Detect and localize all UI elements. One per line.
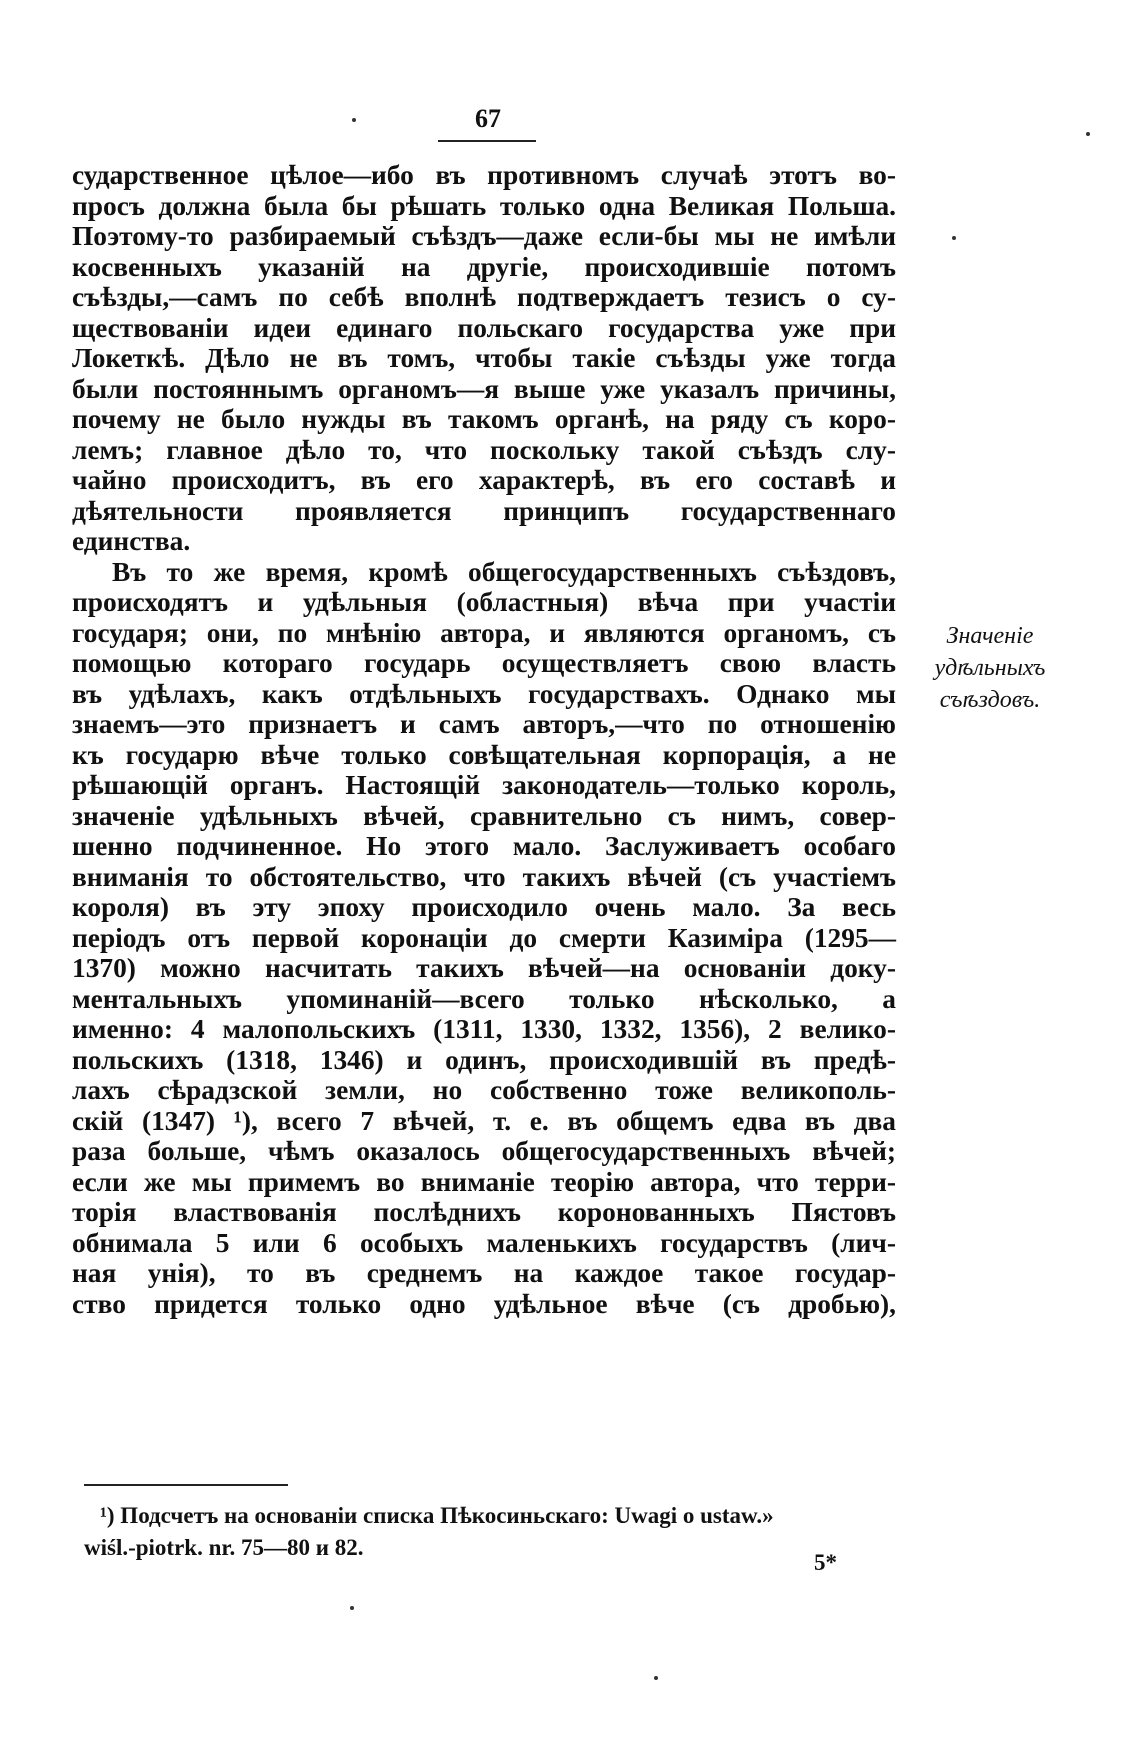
body-line: въ удѣлахъ, какъ отдѣльныхъ государствахъ. Однако мы xyxy=(72,678,896,709)
body-line: польскихъ (1318, 1346) и одинъ, происходившій въ предѣ- xyxy=(72,1044,896,1075)
marginal-note-line: Значеніе xyxy=(946,623,1034,649)
body-line: раза больше, чѣмъ оказалось общегосударственныхъ вѣчей; xyxy=(72,1136,896,1166)
body-line: ная унія), то въ среднемъ на каждое такое государ- xyxy=(72,1258,896,1288)
body-line: знаемъ—это признаетъ и самъ авторъ,—что по отношенію xyxy=(72,709,896,739)
scan-speck xyxy=(350,1606,354,1610)
body-line: значеніе удѣльныхъ вѣчей, сравнительно съ нимъ, совер- xyxy=(72,800,896,831)
body-line: торія властвованія послѣднихъ коронованныхъ Пястовъ xyxy=(72,1197,896,1227)
body-line: Поэтому-то разбираемый съѣздъ—даже если-бы мы не имѣли xyxy=(72,221,896,251)
footnotes xyxy=(84,1500,904,1564)
body-line: рѣшающій органъ. Настоящій законодатель—только король, xyxy=(72,770,896,800)
scan-speck xyxy=(352,118,356,122)
body-line: были постояннымъ органомъ—я выше уже указалъ причины, xyxy=(72,373,896,404)
body-line: съѣзды,—самъ по себѣ вполнѣ подтверждаетъ тезисъ о су- xyxy=(72,282,896,312)
body-line: скій (1347) ¹), всего 7 вѣчей, т. е. въ общемъ едва въ два xyxy=(72,1105,896,1136)
body-line: шенно подчиненное. Но этого мало. Заслуживаетъ особаго xyxy=(72,831,896,861)
body-text xyxy=(72,160,896,1319)
body-line: короля) въ эту эпоху происходило очень мало. За весь xyxy=(72,892,896,922)
body-line: чайно происходитъ, въ его характерѣ, въ его составѣ и xyxy=(72,465,896,495)
footnote-line: ¹) Подсчетъ на основаніи списка Пѣкосиньскаго: Uwagi o ustaw.» xyxy=(100,1503,774,1528)
body-line: ство придется только одно удѣльное вѣче (съ дробью), xyxy=(72,1288,896,1319)
body-line: ментальныхъ упоминаній—всего только нѣсколько, а xyxy=(72,983,896,1014)
body-line: 1370) можно насчитать такихъ вѣчей—на основаніи доку- xyxy=(72,953,896,983)
body-line: лахъ сѣрадзской земли, но собственно тоже великополь- xyxy=(72,1075,896,1105)
page-number: 67 xyxy=(475,104,501,133)
body-line: періодъ отъ первой коронаціи до смерти Казиміра (1295— xyxy=(72,922,896,953)
scan-speck xyxy=(654,1676,658,1680)
body-line: дѣятельности проявляется принципъ государственнаго xyxy=(72,495,896,526)
footnote-rule xyxy=(84,1484,288,1486)
body-line: лемъ; главное дѣло то, что поскольку такой съѣздъ слу- xyxy=(72,434,896,465)
body-line: именно: 4 малопольскихъ (1311, 1330, 1332, 1356), 2 велико- xyxy=(72,1014,896,1044)
body-line: ществованіи идеи единаго польскаго государства уже при xyxy=(72,312,896,343)
signature-mark: 5* xyxy=(814,1550,837,1575)
marginal-note-line: съѣздовъ. xyxy=(939,687,1041,713)
marginal-note xyxy=(920,620,1060,716)
body-line: Локеткѣ. Дѣло не въ томъ, чтобы такіе съѣзды уже тогда xyxy=(72,343,896,373)
body-line: косвенныхъ указаній на другіе, происходившіе потомъ xyxy=(72,251,896,282)
footnote-line: wiśl.-piotrk. nr. 75—80 и 82. xyxy=(84,1535,364,1560)
body-line: единства. xyxy=(72,526,191,556)
body-line: происходятъ и удѣльныя (областныя) вѣча при участіи xyxy=(72,587,896,617)
body-line: государя; они, по мнѣнію автора, и являются органомъ, съ xyxy=(72,617,896,648)
marginal-note-line: удѣльныхъ xyxy=(934,655,1046,681)
body-line: вниманія то обстоятельство, что такихъ вѣчей (съ участіемъ xyxy=(72,861,896,892)
body-line: обнимала 5 или 6 особыхъ маленькихъ государствъ (лич- xyxy=(72,1227,896,1258)
body-line: просъ должна была бы рѣшать только одна Великая Польша. xyxy=(72,190,896,221)
body-line: Въ то же время, кромѣ общегосударственныхъ съѣздовъ, xyxy=(112,556,896,587)
body-line: помощью котораго государь осуществляетъ свою власть xyxy=(72,648,896,678)
body-line: сударственное цѣлое—ибо въ противномъ случаѣ этотъ во- xyxy=(72,160,896,190)
body-line: къ государю вѣче только совѣщательная корпорація, а не xyxy=(72,739,896,770)
page-number-rule xyxy=(438,140,536,142)
scan-speck xyxy=(952,236,956,240)
body-line: почему не было нужды въ такомъ органѣ, на ряду съ коро- xyxy=(72,404,896,434)
body-line: если же мы примемъ во вниманіе теорію автора, что терри- xyxy=(72,1166,896,1197)
scan-speck xyxy=(1086,132,1090,136)
